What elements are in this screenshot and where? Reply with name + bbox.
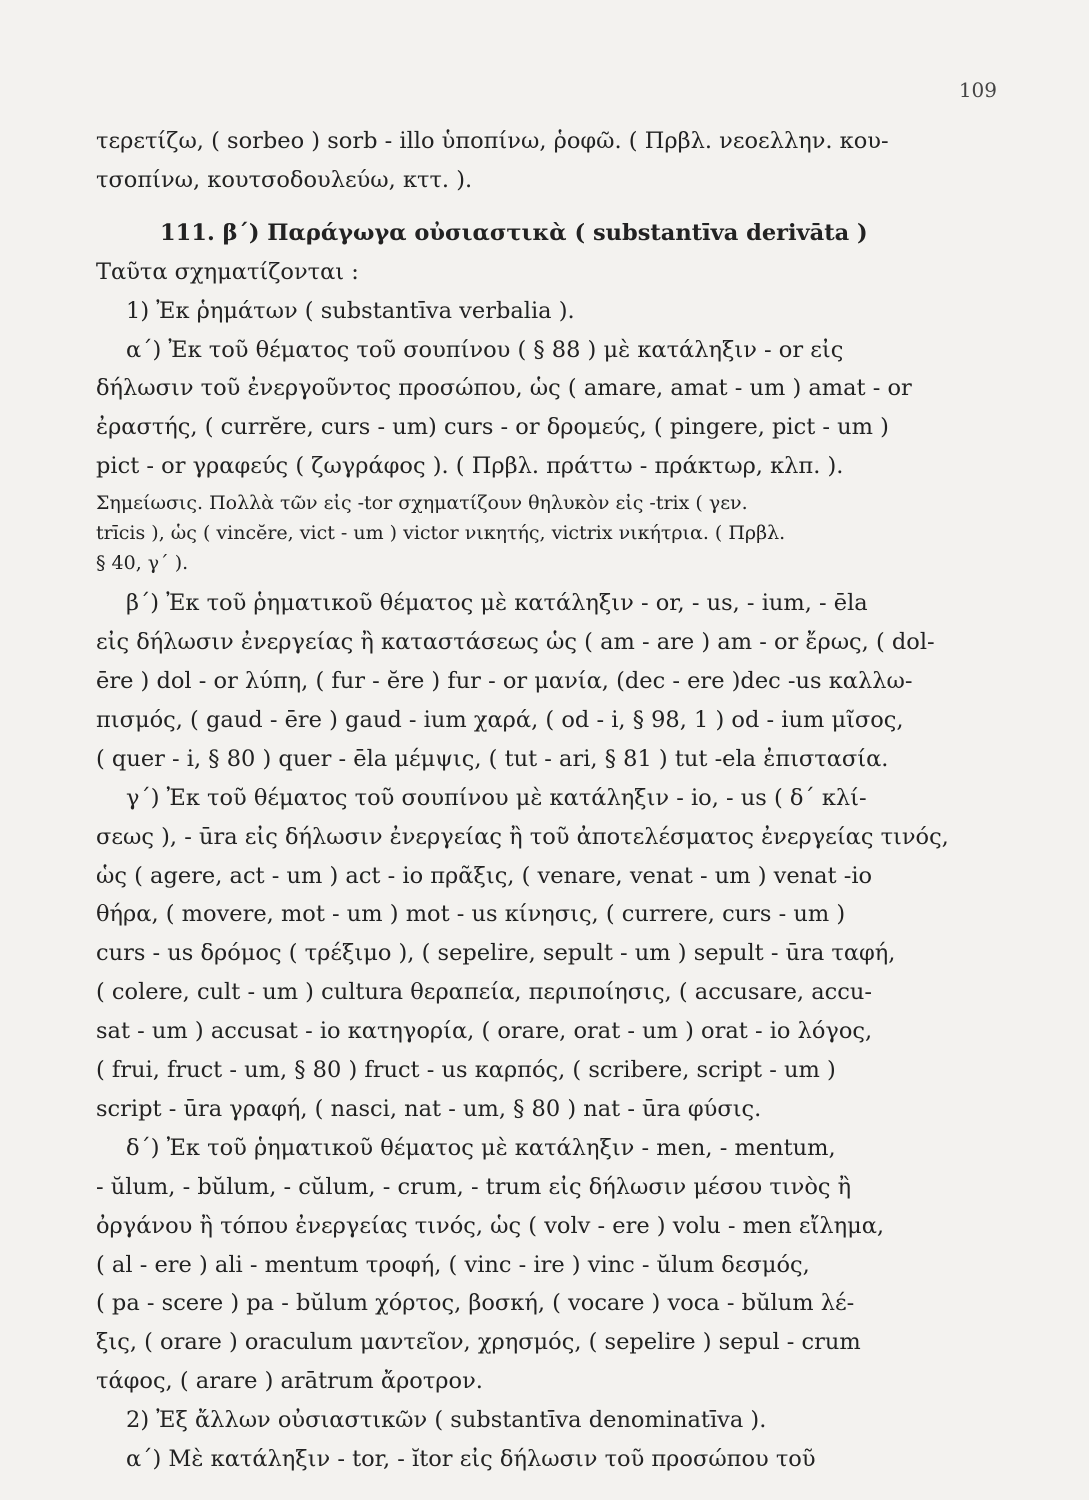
text-line: sat - um ) accusat - io κατηγορία, ( orare, orat - um ) orat - io λόγος, bbox=[96, 1018, 873, 1045]
text-line: πισμός, ( gaud - ēre ) gaud - ium χαρά, ( od - i, § 98, 1 ) od - ium μῖσος, bbox=[96, 706, 904, 733]
text-line: Ταῦτα σχηματίζονται : bbox=[96, 258, 359, 285]
subheading: 1) Ἐκ ῥημάτων ( substantīva verbalia ). bbox=[126, 297, 575, 324]
text-line: ἐραστής, ( currĕre, curs - um) curs - or δρομεύς, ( pingere, pict - um ) bbox=[96, 414, 889, 441]
text-line: θήρα, ( movere, mot - um ) mot - us κίνησις, ( currere, curs - um ) bbox=[96, 901, 846, 928]
text-line: ( al - ere ) ali - mentum τροφή, ( vinc - ire ) vinc - ŭlum δεσμός, bbox=[96, 1251, 810, 1278]
note-line: § 40, γ΄ ). bbox=[96, 552, 189, 575]
text-body bbox=[96, 122, 964, 1479]
text-line: δήλωσιν τοῦ ἐνεργοῦντος προσώπου, ὡς ( amare, amat - um ) amat - or bbox=[96, 375, 912, 402]
text-line: γ΄) Ἐκ τοῦ θέματος τοῦ σουπίνου μὲ κατάληξιν - io, - us ( δ΄ κλί- bbox=[126, 784, 867, 811]
text-line: ( pa - scere ) pa - bŭlum χόρτος, βοσκή, ( vocare ) voca - bŭlum λέ- bbox=[96, 1290, 855, 1317]
note-line: trīcis ), ὡς ( vincĕre, vict - um ) victor νικητής, victrix νικήτρια. ( Πρβλ. bbox=[96, 522, 786, 545]
text-line: ὀργάνου ἢ τόπου ἐνεργείας τινός, ὡς ( volv - ere ) volu - men εἴλημα, bbox=[96, 1212, 885, 1239]
text-line: β΄) Ἐκ τοῦ ῥηματικοῦ θέματος μὲ κατάληξιν - or, - us, - ium, - ēla bbox=[126, 590, 868, 617]
text-line: τερετίζω, ( sorbeo ) sorb - illo ὑποπίνω, ῥοφῶ. ( Πρβλ. νεοελλην. κου- bbox=[96, 128, 889, 154]
text-line: ὡς ( agere, act - um ) act - io πρᾶξις, ( venare, venat - um ) venat -io bbox=[96, 862, 873, 889]
text-line: ēre ) dol - or λύπη, ( fur - ĕre ) fur - or μανία, (dec - ere )dec -us καλλω- bbox=[96, 667, 913, 694]
text-line: α΄) Ἐκ τοῦ θέματος τοῦ σουπίνου ( § 88 ) μὲ κατάληξιν - or εἰς bbox=[126, 336, 844, 363]
text-line: ( colere, cult - um ) cultura θεραπεία, περιποίησις, ( accusare, accu- bbox=[96, 979, 872, 1006]
text-line: τάφος, ( arare ) arātrum ἄροτρον. bbox=[96, 1368, 483, 1395]
text-line: ξις, ( orare ) oraculum μαντεῖον, χρησμός, ( sepelire ) sepul - crum bbox=[96, 1329, 861, 1356]
text-line: script - ūra γραφή, ( nasci, nat - um, § 80 ) nat - ūra φύσις. bbox=[96, 1095, 762, 1122]
text-line: ( quer - i, § 80 ) quer - ēla μέμψις, ( tut - ari, § 81 ) tut -ela ἐπιστασία. bbox=[96, 745, 889, 772]
note-line: Σημείωσις. Πολλὰ τῶν εἰς -tor σχηματίζουν θηλυκὸν εἰς -trix ( γεν. bbox=[96, 492, 748, 515]
text-line: ( frui, fruct - um, § 80 ) fruct - us καρπός, ( scribere, script - um ) bbox=[96, 1057, 836, 1084]
text-line: τσοπίνω, κουτσοδουλεύω, κττ. ). bbox=[96, 166, 473, 193]
page-number: 109 bbox=[958, 78, 997, 102]
subheading: 2) Ἐξ ἄλλων οὐσιαστικῶν ( substantīva denominatīva ). bbox=[126, 1407, 767, 1434]
text-line: δ΄) Ἐκ τοῦ ῥηματικοῦ θέματος μὲ κατάληξιν - men, - mentum, bbox=[126, 1134, 836, 1161]
text-line: σεως ), - ūra εἰς δήλωσιν ἐνεργείας ἢ τοῦ ἀποτελέσματος ἐνεργείας τινός, bbox=[96, 823, 949, 850]
text-line: curs - us δρόμος ( τρέξιμο ), ( sepelire, sepult - um ) sepult - ūra ταφή, bbox=[96, 940, 896, 967]
text-line: α΄) Μὲ κατάληξιν - tor, - ĭtor εἰς δήλωσιν τοῦ προσώπου τοῦ bbox=[126, 1446, 816, 1473]
text-line: - ŭlum, - bŭlum, - cŭlum, - crum, - trum εἰς δήλωσιν μέσου τινὸς ἢ bbox=[96, 1173, 852, 1200]
text-line: pict - or γραφεύς ( ζωγράφος ). ( Πρβλ. πράττω - πράκτωρ, κλπ. ). bbox=[96, 453, 844, 480]
section-heading: 111. β΄) Παράγωγα οὐσιαστικὰ ( substantīva derivāta ) bbox=[160, 219, 868, 246]
text-line: εἰς δήλωσιν ἐνεργείας ἢ καταστάσεως ὡς ( am - are ) am - or ἔρως, ( dol- bbox=[96, 629, 935, 656]
